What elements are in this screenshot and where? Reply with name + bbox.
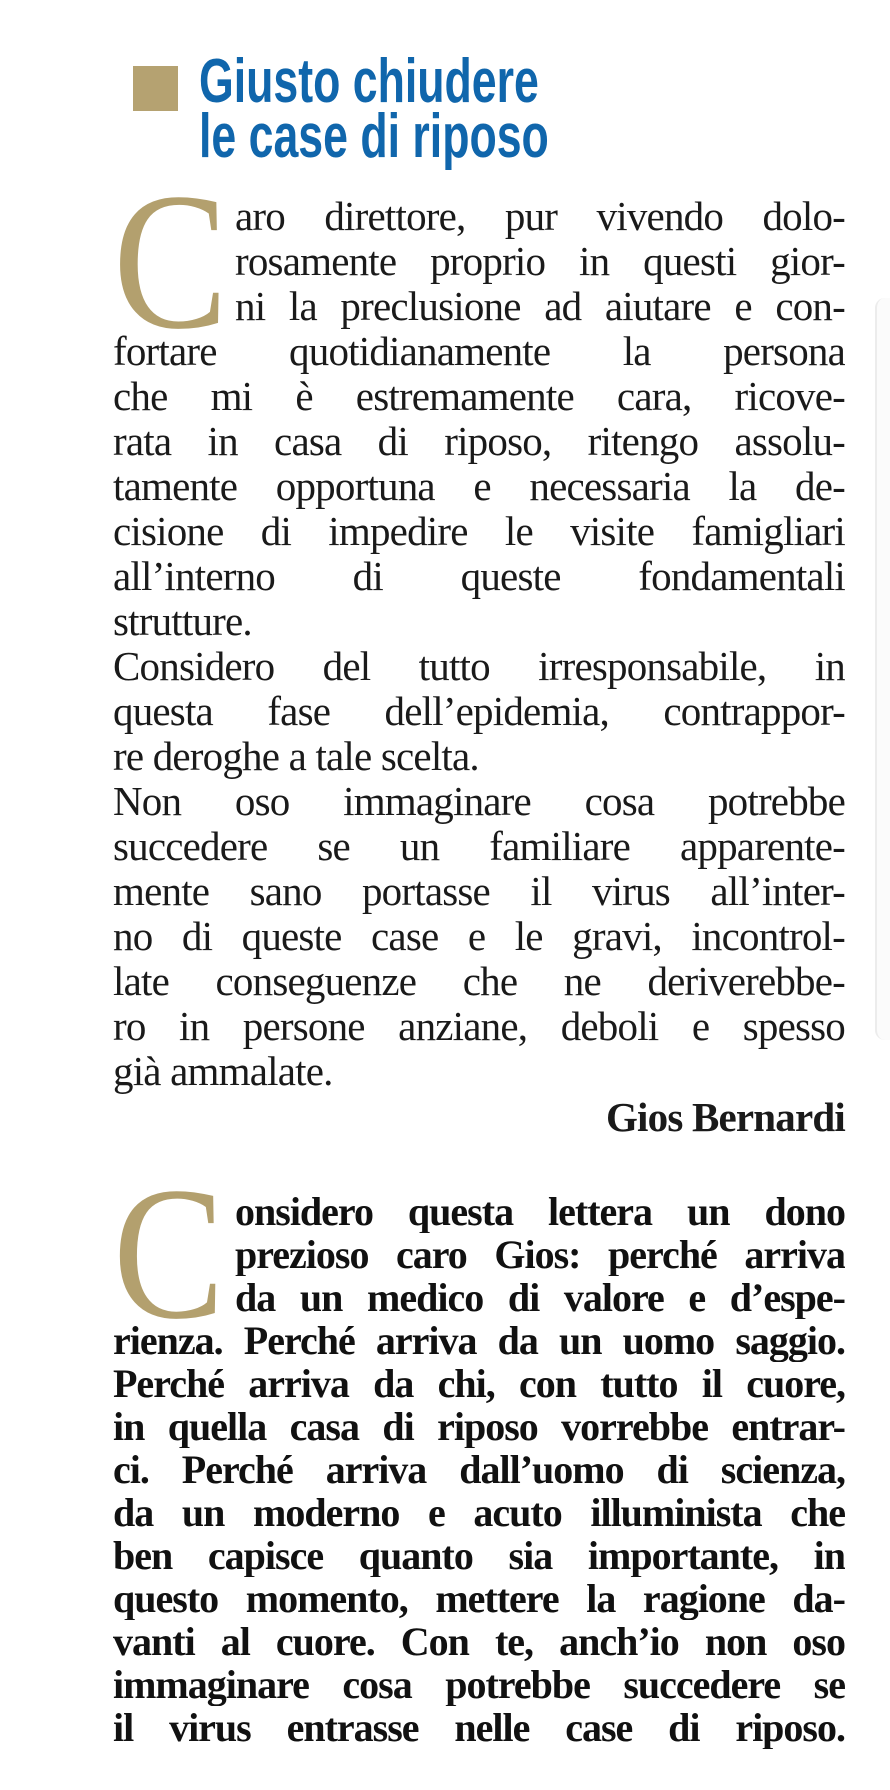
- text-line: rienza. Perché arriva da un uomo saggio.: [113, 1319, 845, 1362]
- article-headline: [199, 47, 685, 171]
- text-line: tamente opportuna e necessaria la de-: [113, 464, 845, 509]
- text-line: Non oso immaginare cosa potrebbe: [113, 779, 845, 824]
- text-line: da un medico di valore e d’espe-: [235, 1276, 845, 1319]
- text-line: questo momento, mettere la ragione da-: [113, 1577, 845, 1620]
- text-line: ro in persone anziane, deboli e spesso: [113, 1004, 845, 1049]
- headline-block: [133, 47, 685, 171]
- text-line: da un moderno e acuto illuminista che: [113, 1491, 845, 1534]
- text-line: cisione di impedire le visite famigliari: [113, 509, 845, 554]
- text-line: strutture.: [113, 599, 252, 644]
- text-line: rata in casa di riposo, ritengo assolu-: [113, 419, 845, 464]
- page-edge-artifact: [875, 298, 890, 1040]
- text-line: no di queste case e le gravi, incontrol-: [113, 914, 845, 959]
- headline-line-2: le case di riposo: [199, 102, 549, 171]
- text-line: ni la preclusione ad aiutare e con-: [235, 284, 845, 329]
- headline-line-1: Giusto chiudere: [199, 47, 539, 116]
- text-line: re deroghe a tale scelta.: [113, 734, 479, 779]
- text-line: prezioso caro Gios: perché arriva: [235, 1233, 845, 1276]
- drop-cap-letter: C: [113, 153, 228, 370]
- text-line: rosamente proprio in questi gior-: [235, 239, 845, 284]
- text-line: onsidero questa lettera un dono: [235, 1190, 845, 1233]
- editor-reply: [113, 1149, 845, 1749]
- text-line: late conseguenze che ne deriverebbe-: [113, 959, 845, 1004]
- text-line: che mi è estremamente cara, ricove-: [113, 374, 845, 419]
- text-line: questa fase dell’epidemia, contrappor-: [113, 689, 845, 734]
- text-line: Considero del tutto irresponsabile, in: [113, 644, 845, 689]
- text-line: in quella casa di riposo vorrebbe entrar-: [113, 1405, 845, 1448]
- text-line: il virus entrasse nelle case di riposo.: [113, 1706, 845, 1749]
- section-bullet-square: [133, 66, 178, 111]
- text-line: mente sano portasse il virus all’inter-: [113, 869, 845, 914]
- letter-signature: Gios Bernardi: [605, 1094, 845, 1140]
- text-line: aro direttore, pur vivendo dolo-: [235, 194, 845, 239]
- text-line: ben capisce quanto sia importante, in: [113, 1534, 845, 1577]
- text-line: all’interno di queste fondamentali: [113, 554, 845, 599]
- text-line: già ammalate.: [113, 1049, 333, 1094]
- text-line: ci. Perché arriva dall’uomo di scienza,: [113, 1448, 845, 1491]
- text-line: immaginare cosa potrebbe succedere se: [113, 1663, 845, 1706]
- reader-letter: [113, 153, 845, 1140]
- text-line: succedere se un familiare apparente-: [113, 824, 845, 869]
- text-line: vanti al cuore. Con te, anch’io non oso: [113, 1620, 845, 1663]
- text-line: fortare quotidianamente la persona: [113, 329, 845, 374]
- drop-cap-reply: C: [113, 1149, 225, 1359]
- text-line: Perché arriva da chi, con tutto il cuore,: [113, 1362, 845, 1405]
